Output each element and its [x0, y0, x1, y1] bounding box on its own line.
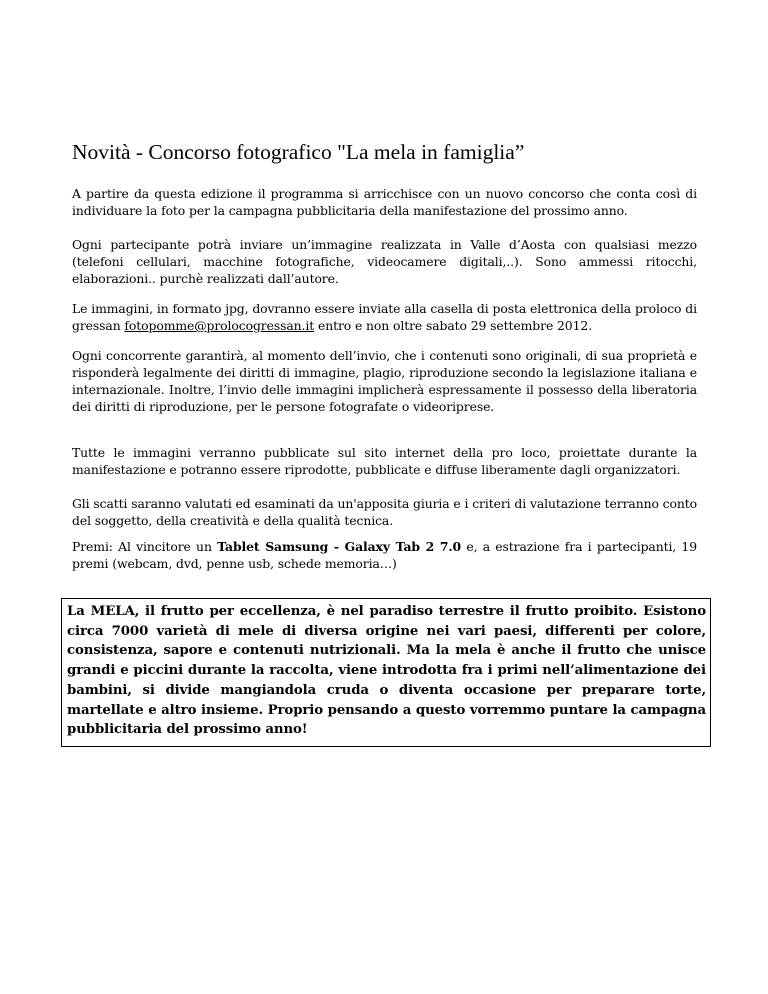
page-title: Novità - Concorso fotografico "La mela in famiglia”: [72, 140, 525, 164]
submission-text-before: Le immagini, in formato jpg, dovranno essere inviate alla casella di posta elettronica della proloco di gressan: [72, 301, 697, 333]
prizes-paragraph: [72, 538, 697, 572]
submission-paragraph: [72, 300, 697, 334]
rights-paragraph: Ogni concorrente garantirà, al momento dell’invio, che i contenuti sono originali, di sua proprietà e risponderà legalmente dei diritti di immagine, plagio, riproduzione secondo la legislazione italiana e internazionale. Inoltre, l’invio delle immagini implicherà espressamente il possesso della liberatoria dei diritti di riproduzione, per le persone fotografate o videoriprese.: [72, 348, 697, 414]
prize-name: Tablet Samsung - Galaxy Tab 2 7.0: [217, 539, 462, 554]
participation-paragraph: Ogni partecipante potrà inviare un’immagine realizzata in Valle d’Aosta con qualsiasi mezzo (telefoni cellulari, macchine fotografiche, videocamere digitali,..). Sono ammessi ritocchi, elaborazioni.. purchè realizzati dall’autore.: [72, 237, 697, 286]
jury-paragraph: Gli scatti saranno valutati ed esaminati da un'apposita giuria e i criteri di valutazione terranno conto del soggetto, della creatività e della qualità tecnica.: [72, 496, 697, 528]
apple-info-box: La MELA, il frutto per eccellenza, è nel paradiso terrestre il frutto proibito. Esistono circa 7000 varietà di mele di diversa origine nei vari paesi, differenti per colore, consistenza, sapore e contenuti nutrizionali. Ma la mela è anche il frutto che unisce grandi e piccini durante la raccolta, viene introdotta fra i primi nell’alimentazione dei bambini, si divide mangiandola cruda o diventa occasione per preparare torte, martellate e altro insieme. Proprio pensando a questo vorremmo puntare la campagna pubblicitaria del prossimo anno!: [61, 598, 711, 747]
submission-text-after: entro e non oltre sabato 29 settembre 2012.: [314, 318, 592, 333]
publication-paragraph: Tutte le immagini verranno pubblicate sul sito internet della pro loco, proiettate durante la manifestazione e potranno essere riprodotte, pubblicate e diffuse liberamente dagli organizzatori.: [72, 445, 697, 477]
intro-paragraph: A partire da questa edizione il programma si arricchisce con un nuovo concorso che conta così di individuare la foto per la campagna pubblicitaria della manifestazione del prossimo anno.: [72, 186, 697, 218]
email-link[interactable]: fotopomme@prolocogressan.it: [124, 318, 315, 333]
prizes-text-before: Premi: Al vincitore un: [72, 539, 218, 554]
prizes-text-after: e, a estrazione fra i partecipanti, 19 premi (webcam, dvd, penne usb, schede memoria…): [72, 539, 697, 571]
